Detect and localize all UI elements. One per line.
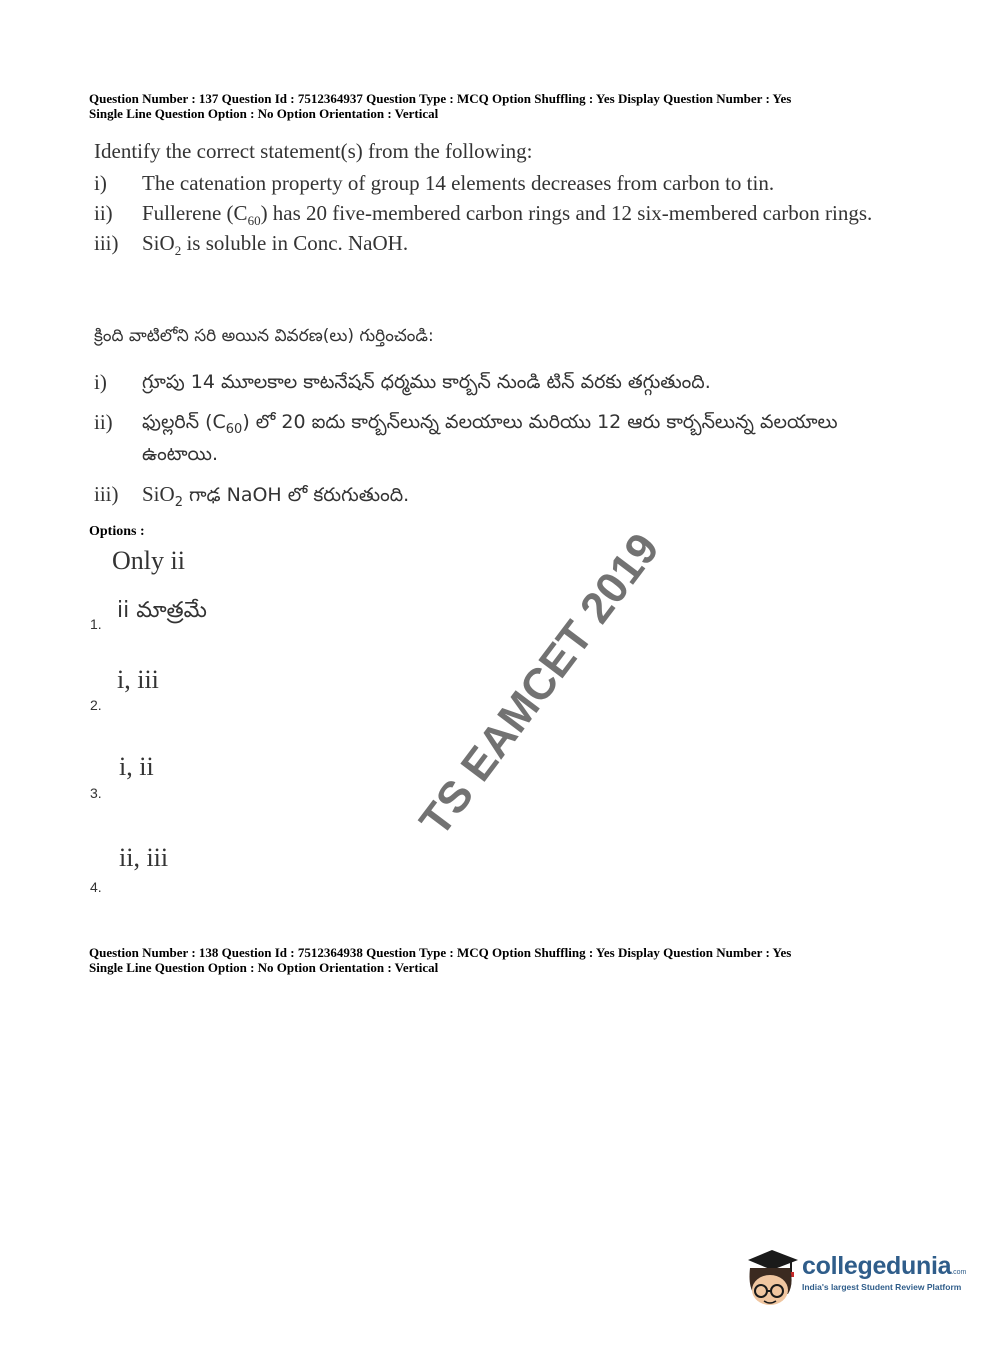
statement-ii [94,200,874,227]
subscript: 60 [247,213,261,228]
statement-text: The catenation property of group 14 elements decreases from carbon to tin. [142,171,775,195]
option-1-text-english[interactable]: Only ii [112,546,185,575]
statement-iii [94,230,874,257]
statement-i [94,170,874,197]
statement-number: iii) [94,231,119,255]
question-english [94,139,874,260]
option-4-text[interactable]: ii, iii [119,843,169,872]
question-meta-line-2: Single Line Question Option : No Option Orientation : Vertical [89,105,439,121]
option-3-text[interactable]: i, ii [119,752,154,781]
logo-tagline: India's largest Student Review Platform [802,1282,962,1292]
option-1-text-telugu[interactable]: ii మాత్రమే [117,598,207,623]
options-label: Options : [89,524,145,539]
statement-text: Fullerene $(C_{60})$ has 20 five-membered carbon rings and 12 six-membered carbon rings. [142,201,873,228]
option-3-number: 3. [90,785,102,801]
statement-number: iii) [94,482,119,506]
subscript: 60 [225,422,243,437]
statement-i-telugu [94,366,874,398]
logo-name: collegedunia [802,1252,952,1280]
subscript: 2 [174,495,183,510]
subscript: 2 [174,243,182,258]
statement-text: ఫుల్లరిన్ $(C_{60})$ లో 20 ఐదు కార్బన్‌లున్న వలయాలు మరియు 12 ఆరు కార్బన్‌లున్న వలయాలు ఉంటాయి. [142,411,838,465]
statement-iii-telugu [94,478,874,511]
collegedunia-logo [742,1246,972,1316]
question-telugu [94,326,874,519]
statement-text: SiO$_2$ is soluble in Conc. NaOH. [142,231,409,258]
question-intro-telugu: క్రింది వాటిలోని సరి అయిన వివరణ(లు) గుర్తించండి: [94,326,434,346]
statement-text: SiO$_2$ గాఢ NaOH లో కరుగుతుంది. [142,482,410,510]
question-meta-line-1: Question Number : 138 Question Id : 7512364938 Question Type : MCQ Option Shuffling : Yes Display Question Number : Yes [89,945,792,960]
question-137-meta [89,92,791,121]
statement-number: i) [94,171,107,195]
statement-text: గ్రూపు 14 మూలకాల కాటనేషన్ ధర్మము కార్బన్ నుండి టిన్ వరకు తగ్గుతుంది. [142,371,711,393]
statement-ii-telugu [94,406,874,470]
statement-number: ii) [94,410,113,434]
option-2-text[interactable]: i, iii [117,665,159,694]
question-meta-line-2: Single Line Question Option : No Option Orientation : Vertical [89,959,439,975]
option-4-number: 4. [90,879,102,895]
mascot-icon [742,1246,802,1316]
option-1-number: 1. [90,616,102,632]
question-138-meta [89,946,791,975]
statement-number: i) [94,370,107,394]
question-meta-line-1: Question Number : 137 Question Id : 7512364937 Question Type : MCQ Option Shuffling : Yes Display Question Number : Yes [89,91,792,106]
option-2-number: 2. [90,697,102,713]
question-intro: Identify the correct statement(s) from the following: [94,139,533,163]
logo-suffix: .com [951,1269,967,1276]
statement-number: ii) [94,201,113,225]
watermark: TS EAMCET 2019 [410,524,669,845]
